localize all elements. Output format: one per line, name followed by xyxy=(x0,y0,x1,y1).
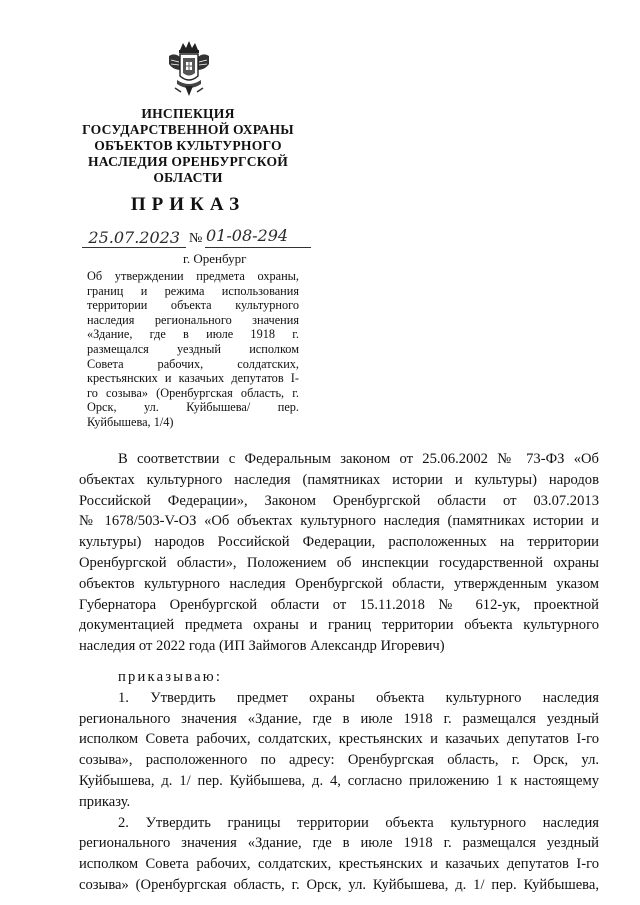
order-date: 25.07.2023 xyxy=(88,228,180,247)
preamble-line: № 1678/503-V-ОЗ «Об объектах культурного наследия (памятниках истории и xyxy=(79,513,599,530)
org-line: ГОСУДАРСТВЕННОЙ ОХРАНЫ xyxy=(82,122,294,137)
order-subject xyxy=(87,269,299,430)
subject-line: Совета рабочих, солдатских, xyxy=(87,356,299,371)
subject-line: наследия регионального значения xyxy=(87,312,299,327)
item1-line: созыва», расположенного по адресу: Оренбургская область, г. Орск, ул. xyxy=(79,752,599,769)
organization-name xyxy=(78,106,298,186)
org-line: ОБЪЕКТОВ КУЛЬТУРНОГО xyxy=(94,138,282,153)
subject-line: территории объекта культурного xyxy=(87,298,299,313)
order-number: 01-08-294 xyxy=(206,226,289,245)
item1-line: регионального значения «Здание, где в июле 1918 г. размещался уездный xyxy=(79,710,599,727)
preamble-line: Российской Федерации», Законом Оренбургской области от 03.07.2013 xyxy=(79,492,599,509)
subject-line: Об утверждении предмета охраны, xyxy=(87,269,299,283)
number-underline xyxy=(205,247,311,248)
date-underline xyxy=(82,247,186,248)
preamble-line: культуры) народов Российской Федерации, расположенных на территории xyxy=(79,534,599,551)
item1-line: 1. Утвердить предмет охраны объекта культурного наследия xyxy=(118,689,599,706)
subject-line: границ и режима использования xyxy=(87,283,299,298)
subject-line: го созыва» (Оренбургская область, г. xyxy=(87,385,299,400)
item1-line: исполком Совета рабочих, солдатских, крестьянских и казачьих депутатов I-го xyxy=(79,731,599,748)
preamble-line: Губернатора Оренбургской области от 15.11.2018 № 612-ук, проектной xyxy=(79,596,599,613)
subject-line: крестьянских и казачьих депутатов I- xyxy=(87,371,299,386)
item2-line: созыва» (Оренбургская область, г. Орск, ул. Куйбышева, д. 1/ пер. Куйбышева, xyxy=(79,876,599,893)
order-body xyxy=(79,449,599,896)
org-line: НАСЛЕДИЯ ОРЕНБУРГСКОЙ xyxy=(88,154,288,169)
preamble-line: В соответствии с Федеральным законом от 25.06.2002 № 73-ФЗ «Об xyxy=(118,451,599,467)
preamble-line: объектах культурного наследия (памятниках истории и культуры) народов xyxy=(79,471,599,488)
coat-of-arms-emblem xyxy=(167,40,211,98)
preamble-line: наследия от 2022 года (ИП Займогов Александр Игоревич) xyxy=(79,638,445,655)
order-title: ПРИКАЗ xyxy=(130,194,246,215)
orders-word: приказываю: xyxy=(118,668,223,685)
org-line: ОБЛАСТИ xyxy=(153,170,223,185)
city-name: г. Оренбург xyxy=(183,251,247,266)
item2-line: регионального значения «Здание, где в июле 1918 г. размещался уездный xyxy=(79,835,599,852)
subject-line: Орск, ул. Куйбышева/ пер. xyxy=(87,400,299,415)
item1-line: Куйбышева, д. 1/ пер. Куйбышева, д. 4, согласно приложению 1 к настоящему xyxy=(79,772,599,789)
org-line: ИНСПЕКЦИЯ xyxy=(141,106,235,121)
subject-line: Куйбышева, 1/4) xyxy=(87,414,174,429)
preamble-line: документацией предмета охраны и границ территории объекта культурного xyxy=(79,617,599,634)
item2-line: исполком Совета рабочих, солдатских, крестьянских и казачьих депутатов I-го xyxy=(79,856,599,873)
item1-line: приказу. xyxy=(79,793,131,810)
subject-line: «Здание, где в июле 1918 г. xyxy=(87,327,299,342)
number-sign: № xyxy=(189,231,203,246)
item2-line: 2. Утвердить границы территории объекта культурного наследия xyxy=(118,814,599,831)
preamble-line: объектов культурного наследия Оренбургской области, утвержденным указом xyxy=(79,575,599,592)
subject-line: размещался уездный исполком xyxy=(87,341,299,356)
preamble-line: Оренбургской области», Положением об инспекции государственной охраны xyxy=(79,554,599,571)
